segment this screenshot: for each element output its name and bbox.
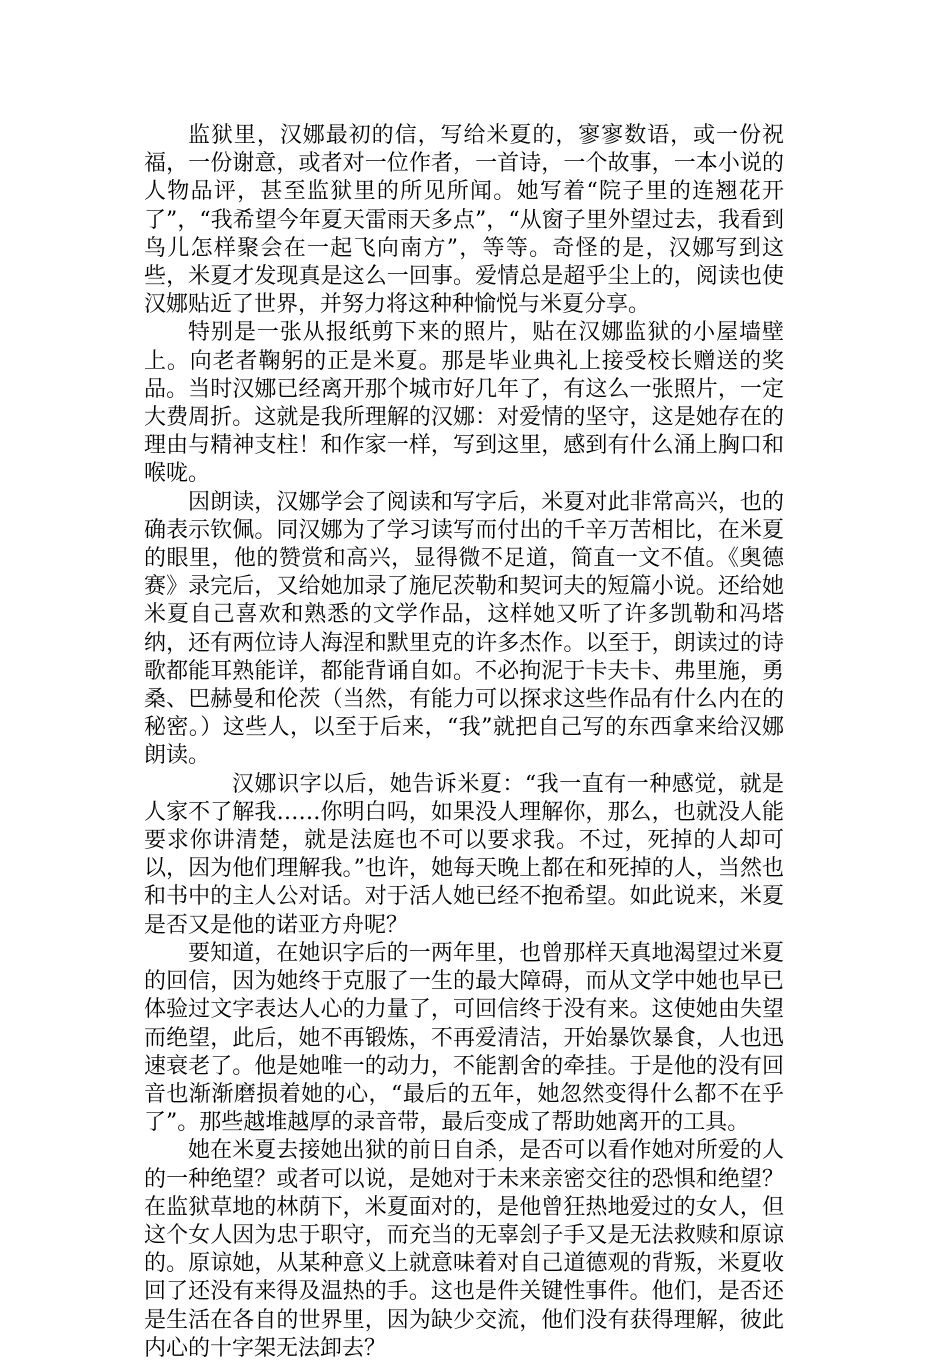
paragraph-1: 监狱里，汉娜最初的信，写给米夏的，寥寥数语，或一份祝福，一份谢意，或者对一位作者，一首诗，一个故事，一本小说的人物品评，甚至监狱里的所见所闻。她写着“院子里的连翘花开了”，“我希望今年夏天雷雨天多点”，“从窗子里外望过去，我看到鸟儿怎样聚会在一起飞向南方”，等等。奇怪的是，汉娜写到这些，米夏才发现真是这么一回事。爱情总是超乎尘上的，阅读也使汉娜贴近了世界，并努力将这种种愉悦与米夏分享。 bbox=[144, 123, 784, 318]
paragraph-3: 因朗读，汉娜学会了阅读和写字后，米夏对此非常高兴，也的确表示钦佩。同汉娜为了学习读写而付出的千辛万苦相比，在米夏的眼里，他的赞赏和高兴，显得微不足道，简直一文不值。《奥德赛》录完后，又给她加录了施尼茨勒和契诃夫的短篇小说。还给她米夏自己喜欢和熟悉的文学作品，这样她又听了许多凯勒和冯塔纳，还有两位诗人海涅和默里克的许多杰作。以至于，朗读过的诗歌都能耳熟能详，都能背诵自如。不必拘泥于卡夫卡、弗里施，勇桑、巴赫曼和伦茨（当然，有能力可以探求这些作品有什么内在的秘密。）这些人，以至于后来，“我”就把自己写的东西拿来给汉娜朗读。 bbox=[144, 489, 784, 769]
paragraph-5: 要知道，在她识字后的一两年里，也曾那样天真地渴望过米夏的回信，因为她终于克服了一生的最大障碍，而从文学中她也早已体验过文字表达人心的力量了，可回信终于没有来。这使她由失望而绝望，此后，她不再锻炼，不再爱清洁，开始暴饮暴食，人也迅速衰老了。他是她唯一的动力，不能割舍的牵挂。于是他的没有回音也渐渐磨损着她的心，“最后的五年，她忽然变得什么都不在乎了”。那些越堆越厚的录音带，最后变成了帮助她离开的工具。 bbox=[144, 940, 784, 1136]
document-body bbox=[144, 122, 784, 1363]
paragraph-6: 她在米夏去接她出狱的前日自杀，是否可以看作她对所爱的人的一种绝望？或者可以说，是她对于未来亲密交往的恐惧和绝望？在监狱草地的林荫下，米夏面对的，是他曾狂热地爱过的女人，但这个女人因为忠于职守，而充当的无辜刽子手又是无法救赎和原谅的。原谅她，从某种意义上就意味着对自己道德观的背叛，米夏收回了还没有来得及温热的手。这也是件关键性事件。他们，是否还是生活在各自的世界里，因为缺少交流，他们没有获得理解，彼此内心的十字架无法卸去？ bbox=[144, 1138, 784, 1361]
paragraph-2: 特别是一张从报纸剪下来的照片，贴在汉娜监狱的小屋墙壁上。向老者鞠躬的正是米夏。那是毕业典礼上接受校长赠送的奖品。当时汉娜已经离开那个城市好几年了，有这么一张照片，一定大费周折。这就是我所理解的汉娜：对爱情的坚守，这是她存在的理由与精神支柱！和作家一样，写到这里，感到有什么涌上胸口和喉咙。 bbox=[144, 320, 784, 487]
paragraph-4: 汉娜识字以后，她告诉米夏：“我一直有一种感觉，就是人家不了解我……你明白吗，如果没人理解你，那么，也就没人能要求你讲清楚，就是法庭也不可以要求我。不过，死掉的人却可以，因为他们理解我。”也许，她每天晚上都在和死掉的人，当然也和书中的主人公对话。对于活人她已经不抱希望。如此说来，米夏是否又是他的诺亚方舟呢？ bbox=[144, 771, 784, 938]
